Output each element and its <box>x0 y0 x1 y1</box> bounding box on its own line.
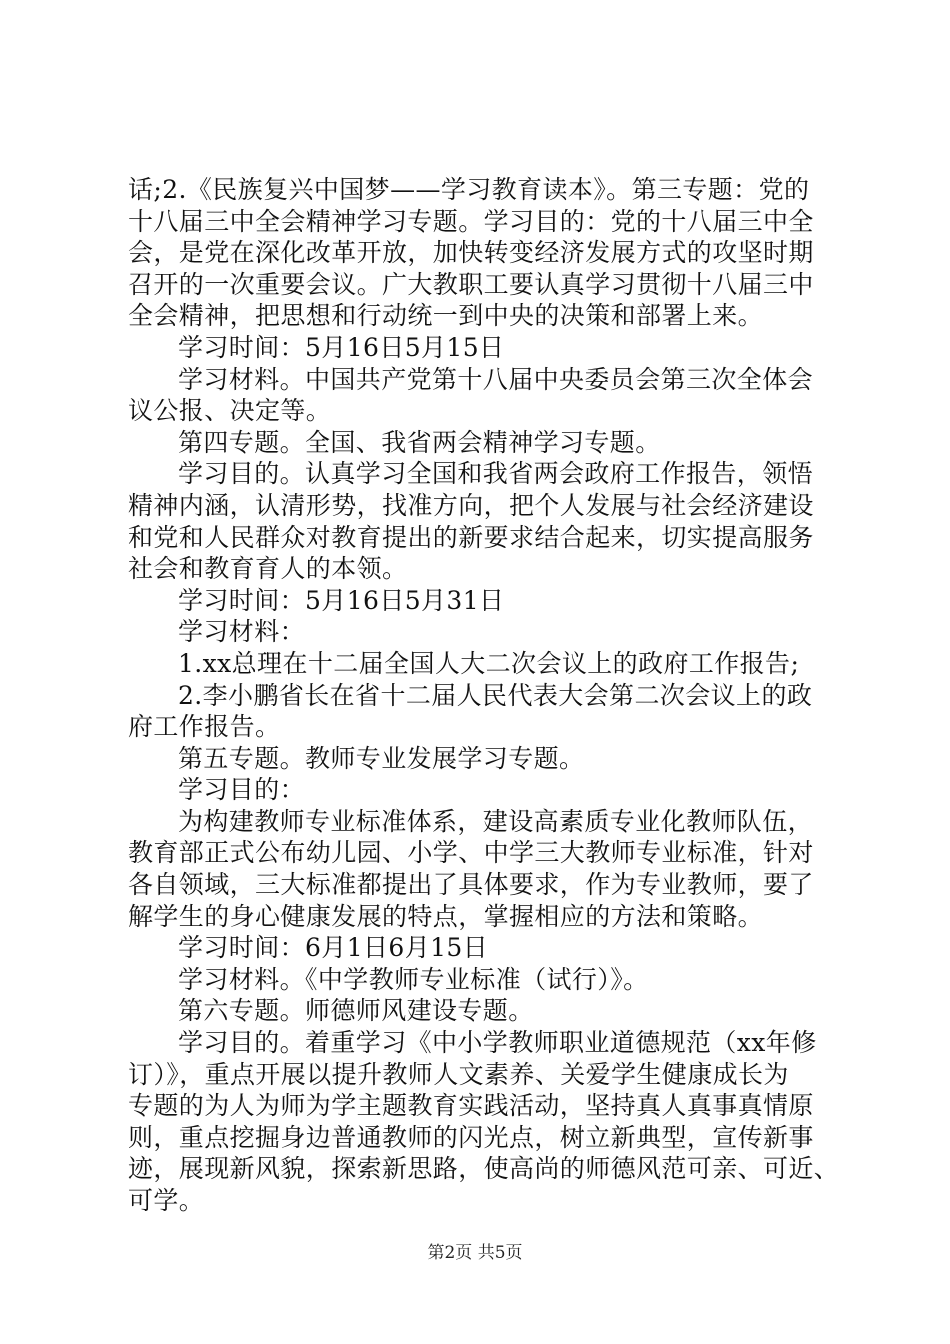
text-line: 精神内涵，认清形势，找准方向，把个人发展与社会经济建设 <box>128 490 814 520</box>
text-line: 学习目的： <box>178 775 306 805</box>
text-line: 2.李小鹏省长在省十二届人民代表大会第二次会议上的政 <box>178 680 813 710</box>
text-line: 社会和教育育人的本领。 <box>128 554 408 584</box>
text-line: 1.xx总理在十二届全国人大二次会议上的政府工作报告; <box>178 648 800 678</box>
text-line: 全会精神，把思想和行动统一到中央的决策和部署上来。 <box>128 301 764 331</box>
page-footer: 第2页 共5页 <box>427 1243 523 1263</box>
text-line: 专题的为人为师为学主题教育实践活动，坚持真人真事真情原 <box>128 1091 814 1121</box>
text-line: 学习时间：5月16日5月31日 <box>178 585 505 615</box>
text-line: 学习时间：5月16日5月15日 <box>178 332 505 362</box>
text-line: 解学生的身心健康发展的特点，掌握相应的方法和策略。 <box>128 901 764 931</box>
text-line: 十八届三中全会精神学习专题。学习目的：党的十八届三中全 <box>128 206 814 236</box>
text-line: 第四专题。全国、我省两会精神学习专题。 <box>178 427 661 457</box>
text-line: 和党和人民群众对教育提出的新要求结合起来，切实提高服务 <box>128 522 814 552</box>
text-line: 订）》，重点开展以提升教师人文素养、关爱学生健康成长为 <box>128 1059 789 1089</box>
text-line: 第五专题。教师专业发展学习专题。 <box>178 743 585 773</box>
text-line: 话;2.《民族复兴中国梦——学习教育读本》。第三专题：党的 <box>128 175 810 204</box>
text-line: 则，重点挖掘身边普通教师的闪光点，树立新典型，宣传新事 <box>128 1122 814 1152</box>
text-line: 为构建教师专业标准体系，建设高素质专业化教师队伍， <box>178 806 814 836</box>
document-body <box>128 174 840 1217</box>
text-line: 召开的一次重要会议。广大教职工要认真学习贯彻十八届三中 <box>128 269 814 299</box>
text-line: 各自领域，三大标准都提出了具体要求，作为专业教师，要了 <box>128 870 814 900</box>
text-line: 议公报、决定等。 <box>128 396 332 426</box>
text-line: 府工作报告。 <box>128 712 281 742</box>
text-line: 教育部正式公布幼儿园、小学、中学三大教师专业标准，针对 <box>128 838 814 868</box>
text-line: 学习材料。中国共产党第十八届中央委员会第三次全体会 <box>178 364 814 394</box>
text-line: 学习时间：6月1日6月15日 <box>178 933 489 963</box>
text-line: 学习材料。《中学教师专业标准（试行）》。 <box>178 964 649 994</box>
text-line: 学习目的。认真学习全国和我省两会政府工作报告，领悟 <box>178 459 814 489</box>
text-line: 会，是党在深化改革开放，加快转变经济发展方式的攻坚时期 <box>128 238 814 268</box>
text-line: 可学。 <box>128 1186 205 1215</box>
text-line: 学习目的。着重学习《中小学教师职业道德规范（xx年修 <box>178 1028 817 1058</box>
text-line: 第六专题。师德师风建设专题。 <box>178 996 534 1026</box>
text-line: 学习材料： <box>178 617 306 647</box>
text-line: 迹，展现新风貌，探索新思路，使高尚的师德风范可亲、可近、 <box>128 1154 840 1184</box>
